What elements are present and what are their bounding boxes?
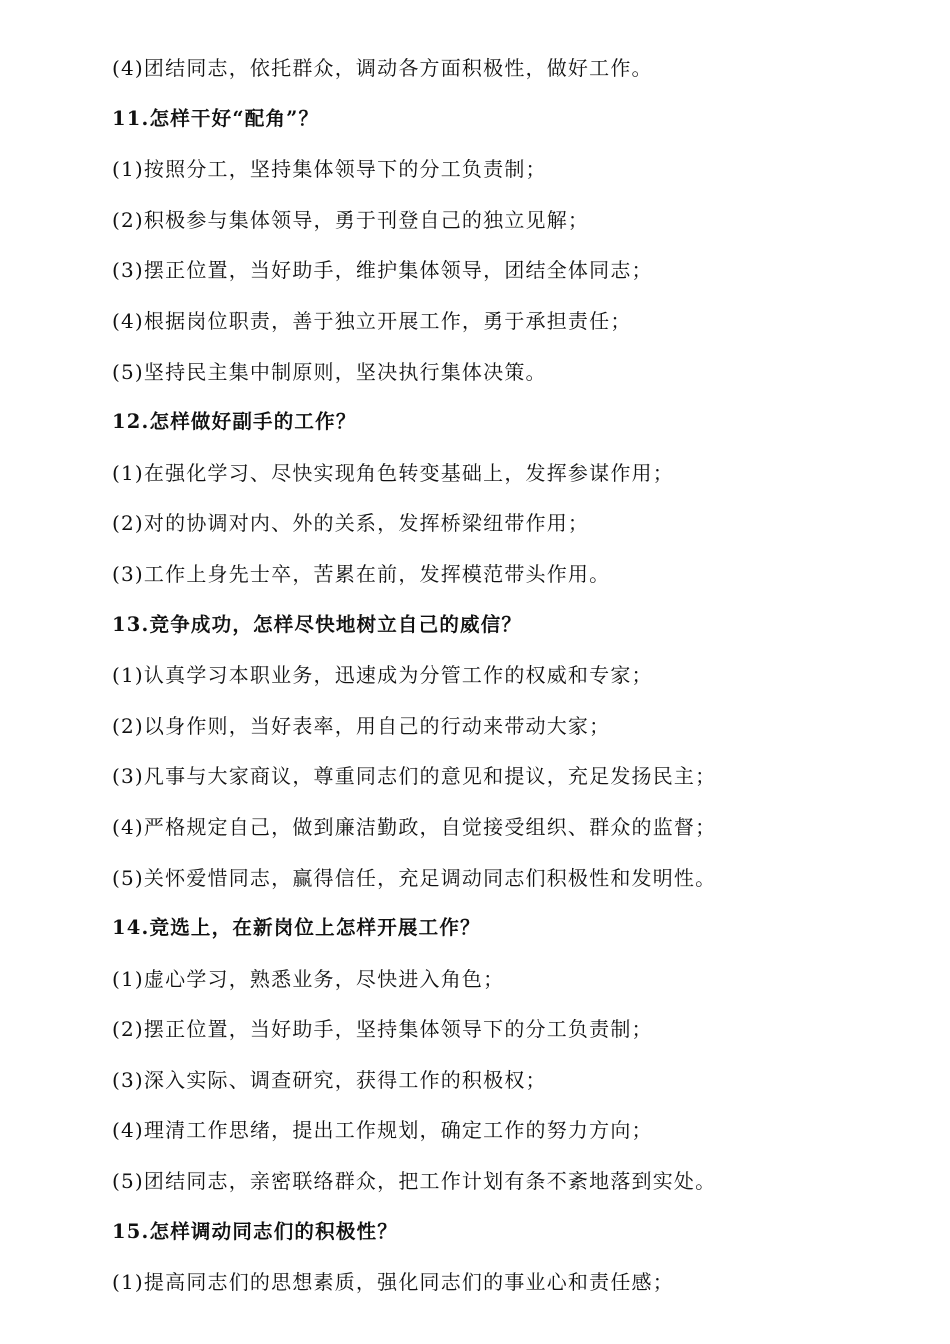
list-item: (5)团结同志，亲密联络群众，把工作计划有条不紊地落到实处。	[112, 1169, 717, 1194]
section-heading: 14.竞选上，在新岗位上怎样开展工作？	[112, 916, 481, 940]
list-item: (1)认真学习本职业务，迅速成为分管工作的权威和专家；	[112, 663, 653, 688]
list-item: (2)对的协调对内、外的关系，发挥桥梁纽带作用；	[112, 511, 590, 536]
list-item: (4)理清工作思绪，提出工作规划，确定工作的努力方向；	[112, 1118, 653, 1143]
list-item: (2)摆正位置，当好助手，坚持集体领导下的分工负责制；	[112, 1017, 653, 1042]
section-heading: 15.怎样调动同志们的积极性？	[112, 1219, 398, 1243]
list-item: (1)虚心学习，熟悉业务，尽快进入角色；	[112, 966, 505, 991]
list-item: (4)根据岗位职责，善于独立开展工作，勇于承担责任；	[112, 308, 632, 333]
list-item: (2)以身作则，当好表率，用自己的行动来带动大家；	[112, 713, 611, 738]
list-item: (4)严格规定自己，做到廉洁勤政，自觉接受组织、群众的监督；	[112, 814, 717, 839]
list-item: (2)积极参与集体领导，勇于刊登自己的独立见解；	[112, 207, 590, 232]
document-page	[112, 46, 912, 1311]
list-item: (5)坚持民主集中制原则，坚决执行集体决策。	[112, 359, 547, 384]
list-item: (3)摆正位置，当好助手，维护集体领导，团结全体同志；	[112, 258, 653, 283]
section-heading: 11.怎样干好“配角”？	[112, 106, 320, 130]
list-item: (1)在强化学习、尽快实现角色转变基础上，发挥参谋作用；	[112, 460, 674, 485]
list-item: (3)凡事与大家商议，尊重同志们的意见和提议，充足发扬民主；	[112, 764, 717, 789]
section-heading: 12.怎样做好副手的工作？	[112, 410, 357, 434]
list-item: (1)提高同志们的思想素质，强化同志们的事业心和责任感；	[112, 1270, 674, 1295]
list-item: (4)团结同志，依托群众，调动各方面积极性，做好工作。	[112, 56, 653, 80]
list-item: (3)深入实际、调查研究，获得工作的积极权；	[112, 1067, 547, 1092]
list-item: (3)工作上身先士卒，苦累在前，发挥模范带头作用。	[112, 561, 611, 586]
list-item: (5)关怀爱惜同志，赢得信任，充足调动同志们积极性和发明性。	[112, 865, 717, 890]
section-heading: 13.竞争成功，怎样尽快地树立自己的威信？	[112, 612, 523, 636]
list-item: (1)按照分工，坚持集体领导下的分工负责制；	[112, 157, 547, 182]
